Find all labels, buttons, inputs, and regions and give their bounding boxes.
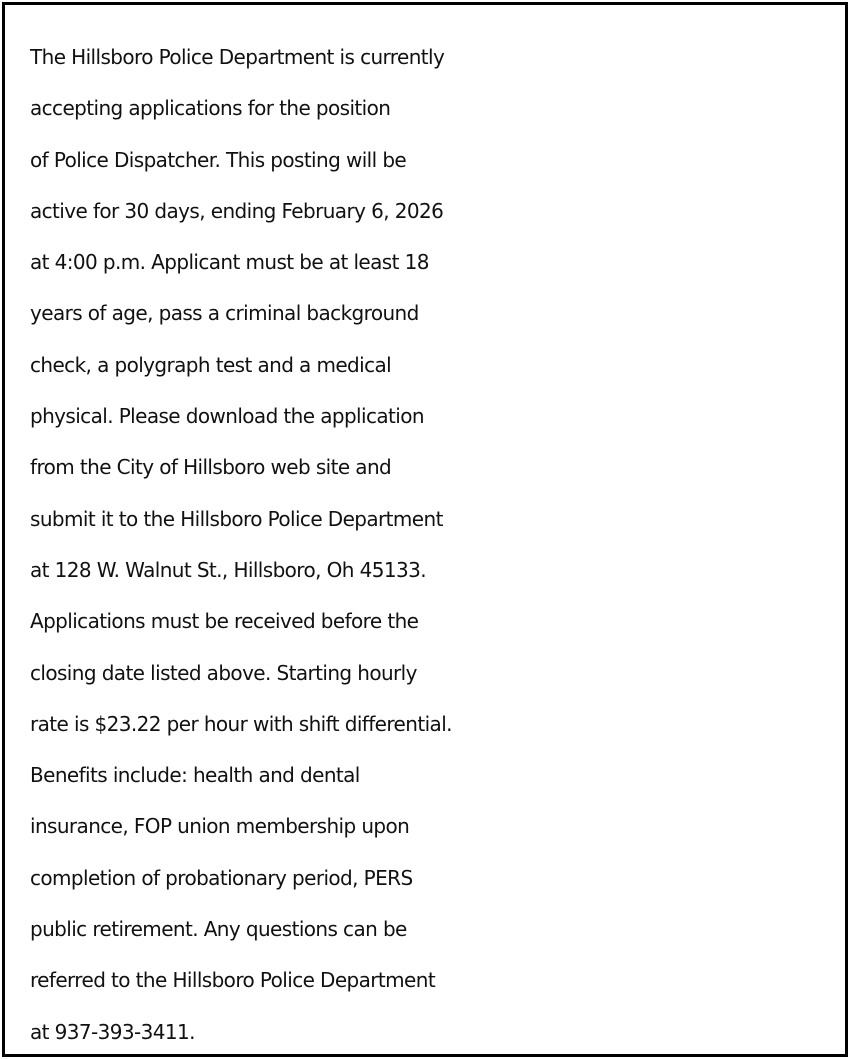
text-line: from the City of Hillsboro web site and <box>30 455 392 480</box>
text-line: Benefits include: health and dental <box>30 763 360 788</box>
text-line: at 128 W. Walnut St., Hillsboro, Oh 45133. <box>30 557 427 582</box>
text-line: active for 30 days, ending February 6, 2026 <box>30 198 444 223</box>
job-posting-text <box>30 32 452 1058</box>
text-line: at 937-393-3411. <box>30 1019 195 1044</box>
text-line: Applications must be received before the <box>30 609 419 634</box>
text-line: completion of probationary period, PERS <box>30 865 413 890</box>
text-line: public retirement. Any questions can be <box>30 917 407 942</box>
text-line: years of age, pass a criminal background <box>30 301 419 326</box>
text-line: insurance, FOP union membership upon <box>30 814 410 839</box>
text-line: The Hillsboro Police Department is currently <box>30 45 445 69</box>
classified-ad-frame <box>2 2 848 1057</box>
text-line: closing date listed above. Starting hourly <box>30 660 417 685</box>
text-line: submit it to the Hillsboro Police Department <box>30 506 443 531</box>
text-line: of Police Dispatcher. This posting will be <box>30 147 407 172</box>
text-line: check, a polygraph test and a medical <box>30 352 392 377</box>
text-line: physical. Please download the application <box>30 404 424 429</box>
text-line: referred to the Hillsboro Police Department <box>30 968 436 993</box>
text-line: accepting applications for the position <box>30 96 391 121</box>
text-line: at 4:00 p.m. Applicant must be at least 18 <box>30 250 429 275</box>
text-line: rate is $23.22 per hour with shift differential. <box>30 711 452 736</box>
